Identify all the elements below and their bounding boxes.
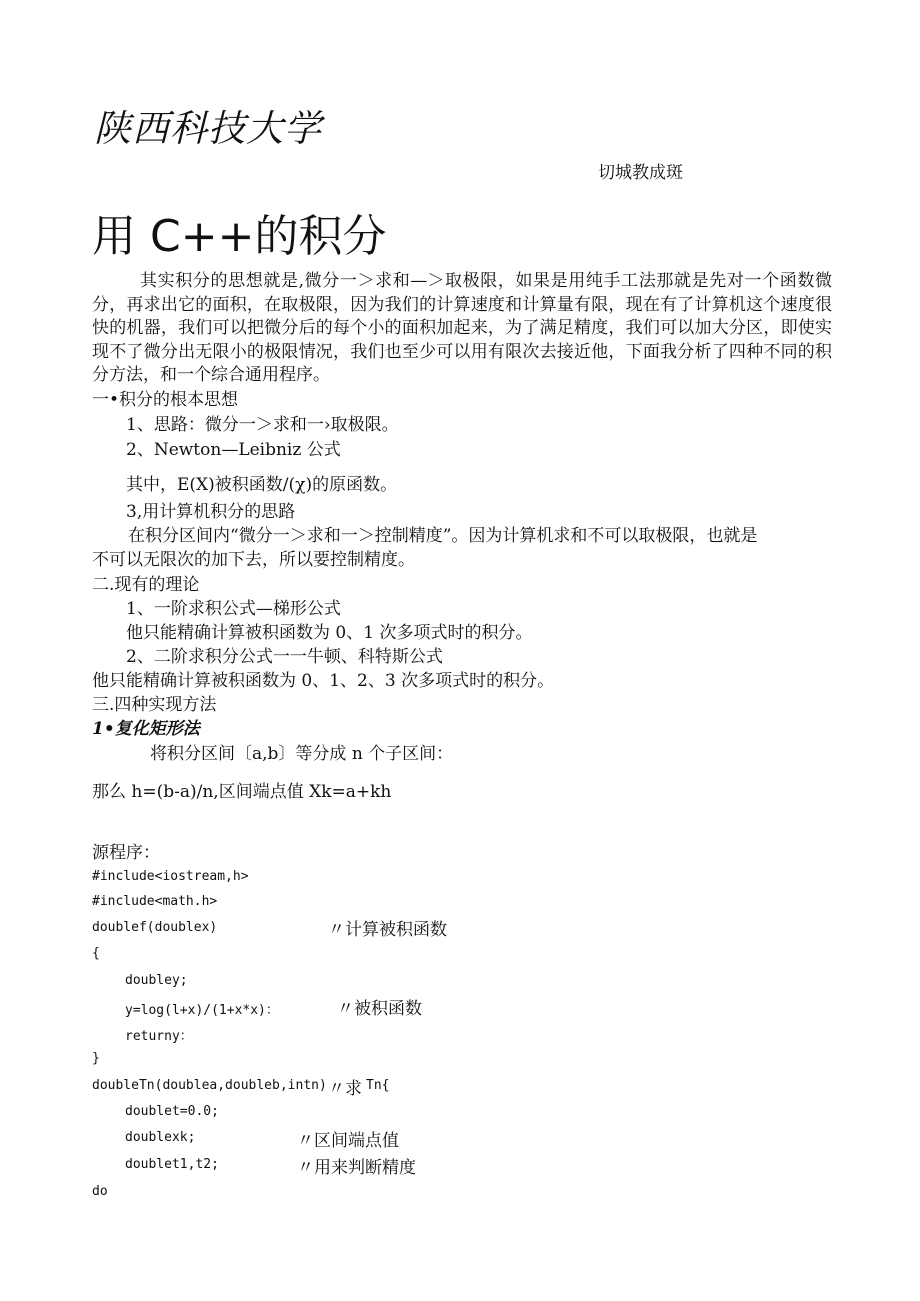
code-line-5: doubley; (125, 973, 188, 988)
code-line-3: doublef(doublex) (92, 920, 218, 935)
code-line-12: doublet1,t2; (125, 1157, 219, 1172)
department-label: 切城教成斑 (598, 163, 683, 183)
section2-heading: 二.现有的理论 (92, 575, 200, 595)
section1-heading: 一•积分的根本思想 (92, 390, 239, 410)
code-comment-9: 〃求 (328, 1079, 362, 1099)
section1-para-line1: 在积分区间内“微分一＞求和一＞控制精度”。因为计算机求和不可以取极限，也就是 (128, 526, 758, 546)
code-line-1: #include<iostream,h> (92, 869, 249, 884)
intro-paragraph: 其实积分的思想就是,微分一＞求和—＞取极限，如果是用纯手工法那就是先对一个函数微分，再求出它的面积，在取极限，因为我们的计算速度和计算量有限，现在有了计算机这个速度很快的机器，我们可以把微分后的每个小的面积加起来，为了满足精度，我们可以加大分区，即使实现不了微分出无限小的极限情况，我们也至少可以用有限次去接近他，下面我分析了四种不同的积分方法，和一个综合通用程序。 (92, 271, 832, 385)
section3-line1: 将积分区间〔a,b〕等分成 n 个子区间： (150, 744, 454, 764)
section3-line2: 那么 h=(b-a)∕n,区间端点值 Xk=a+kh (92, 782, 392, 802)
code-line-13: do (92, 1184, 108, 1199)
university-name: 陕西科技大学 (94, 107, 322, 150)
code-line-9: doubleTn(doublea,doubleb,intn) (92, 1078, 327, 1093)
code-comment-6: 〃被积函数 (337, 999, 422, 1019)
section2-item2: 2、二阶求积分公式一一牛顿、科特斯公式 (126, 647, 443, 667)
section1-item2: 2、Newton—Leibniz 公式 (126, 440, 341, 460)
section2-item1: 1、一阶求积公式—梯形公式 (126, 599, 341, 619)
section1-para-line2: 不可以无限次的加下去，所以要控制精度。 (92, 550, 415, 570)
section2-item1-note: 他只能精确计算被积函数为 0、1 次多项式时的积分。 (126, 623, 533, 643)
section1-formula-note: 其中，E(X)被积函数/(χ)的原函数。 (126, 475, 398, 495)
code-line-4: { (92, 946, 100, 961)
code-line-6: y=log(l+x)/(1+x*x)： (125, 1003, 279, 1018)
code-line-8: } (92, 1051, 100, 1066)
section1-item3: 3,用计算机积分的思路 (126, 502, 296, 522)
code-line-2: #include<math.h> (92, 894, 218, 909)
section3-sub1: 1•复化矩形法 (92, 719, 200, 739)
section3-heading: 三.四种实现方法 (92, 695, 217, 715)
code-line-9-tail: Tn{ (366, 1078, 390, 1093)
code-comment-3: 〃计算被积函数 (328, 920, 447, 940)
code-line-7: returny： (125, 1029, 193, 1044)
code-comment-12: 〃用来判断精度 (297, 1158, 416, 1178)
source-label: 源程序： (92, 843, 160, 863)
section2-item2-note: 他只能精确计算被积函数为 0、1、2、3 次多项式时的积分。 (92, 671, 555, 691)
page-title: 用 C++的积分 (92, 211, 387, 262)
code-comment-11: 〃区间端点值 (297, 1131, 399, 1151)
section1-item1: 1、思路：微分一＞求和一›取极限。 (126, 415, 399, 435)
code-line-11: doublexk; (125, 1130, 196, 1145)
code-line-10: doublet=0.0; (125, 1104, 219, 1119)
